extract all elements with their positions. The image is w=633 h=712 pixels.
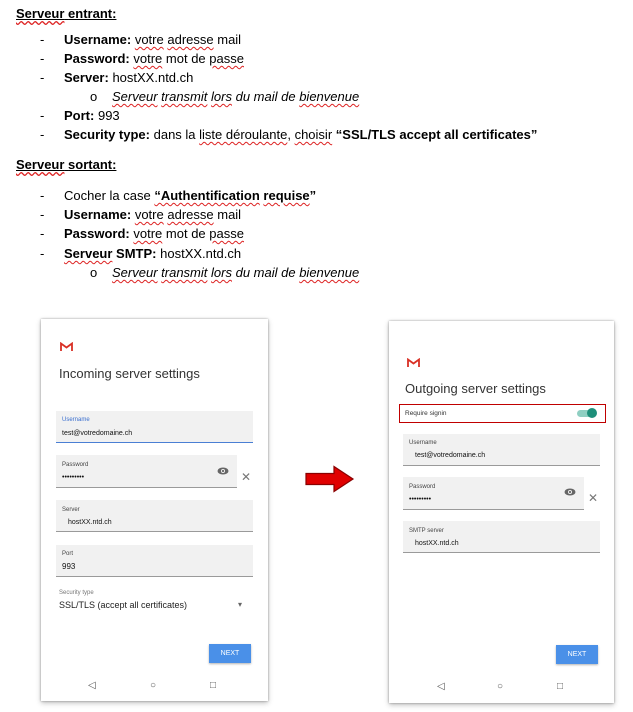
outgoing-settings-screenshot: [389, 321, 614, 703]
username-field[interactable]: [56, 411, 253, 443]
page-title: Outgoing server settings: [405, 381, 546, 396]
arrow-right-icon: [305, 465, 355, 493]
field-label: Server: [62, 507, 80, 513]
android-nav-bar: [41, 675, 268, 699]
field-value: •••••••••: [62, 474, 85, 481]
chevron-down-icon: ▾: [238, 600, 243, 609]
list-subitem: o Serveur transmit lors du mail de bienvenue: [90, 89, 360, 104]
list-item: - Password: votre mot de passe: [40, 51, 244, 66]
password-field[interactable]: [56, 455, 237, 488]
field-value: hostXX.ntd.ch: [415, 540, 459, 547]
home-icon[interactable]: ○: [150, 680, 157, 691]
list-item: - Password: votre mot de passe: [40, 226, 244, 241]
page-title: Incoming server settings: [59, 366, 200, 381]
list-item: - Security type: dans la liste déroulante, choisir “SSL/TLS accept all certificates”: [40, 127, 538, 142]
field-label: Port: [62, 551, 74, 557]
require-signin-row[interactable]: [399, 404, 606, 423]
list-item: - Username: votre adresse mail: [40, 32, 242, 47]
smtp-server-field[interactable]: [403, 521, 600, 553]
eye-icon[interactable]: [564, 488, 576, 496]
field-value: test@votredomaine.ch: [415, 452, 486, 459]
server-field[interactable]: [56, 500, 253, 532]
field-label: SMTP server: [409, 528, 444, 534]
field-value: test@votredomaine.ch: [62, 430, 133, 437]
field-value: 993: [62, 562, 76, 571]
password-field[interactable]: [403, 477, 584, 510]
field-value: •••••••••: [409, 496, 432, 503]
list-item: - Cocher la case “Authentification requise”: [40, 188, 317, 203]
home-icon[interactable]: ○: [497, 681, 504, 692]
next-button[interactable]: NEXT: [209, 644, 251, 663]
back-icon[interactable]: ◁: [437, 681, 445, 692]
field-label: Password: [409, 484, 436, 490]
eye-icon[interactable]: [217, 467, 229, 475]
toggle-knob: [587, 408, 597, 418]
outgoing-heading: Serveur sortant:: [16, 157, 117, 172]
close-icon[interactable]: ✕: [588, 491, 599, 505]
incoming-settings-screenshot: [41, 319, 268, 701]
field-label: Security type: [59, 590, 94, 596]
field-label: Username: [62, 417, 90, 423]
close-icon[interactable]: ✕: [241, 470, 252, 484]
require-signin-label: Require signin: [405, 410, 447, 417]
list-item: - Port: 993: [40, 108, 120, 123]
field-label: Password: [62, 462, 89, 468]
port-field[interactable]: [56, 545, 253, 577]
gmail-icon: [60, 342, 73, 352]
incoming-heading: Serveur entrant:: [16, 6, 117, 21]
recent-apps-icon[interactable]: □: [557, 681, 564, 692]
security-type-select[interactable]: [56, 587, 253, 617]
recent-apps-icon[interactable]: □: [210, 680, 217, 691]
field-label: Username: [409, 440, 437, 446]
back-icon[interactable]: ◁: [88, 680, 96, 691]
list-item: - Serveur SMTP: hostXX.ntd.ch: [40, 246, 242, 261]
list-item: - Username: votre adresse mail: [40, 207, 242, 222]
field-value: SSL/TLS (accept all certificates): [59, 600, 188, 610]
list-subitem: o Serveur transmit lors du mail de bienvenue: [90, 265, 360, 280]
next-button[interactable]: NEXT: [556, 645, 598, 664]
gmail-icon: [407, 358, 420, 368]
android-nav-bar: [389, 676, 614, 700]
username-field[interactable]: [403, 434, 600, 466]
field-value: hostXX.ntd.ch: [68, 519, 112, 526]
list-item: - Server: hostXX.ntd.ch: [40, 70, 194, 85]
